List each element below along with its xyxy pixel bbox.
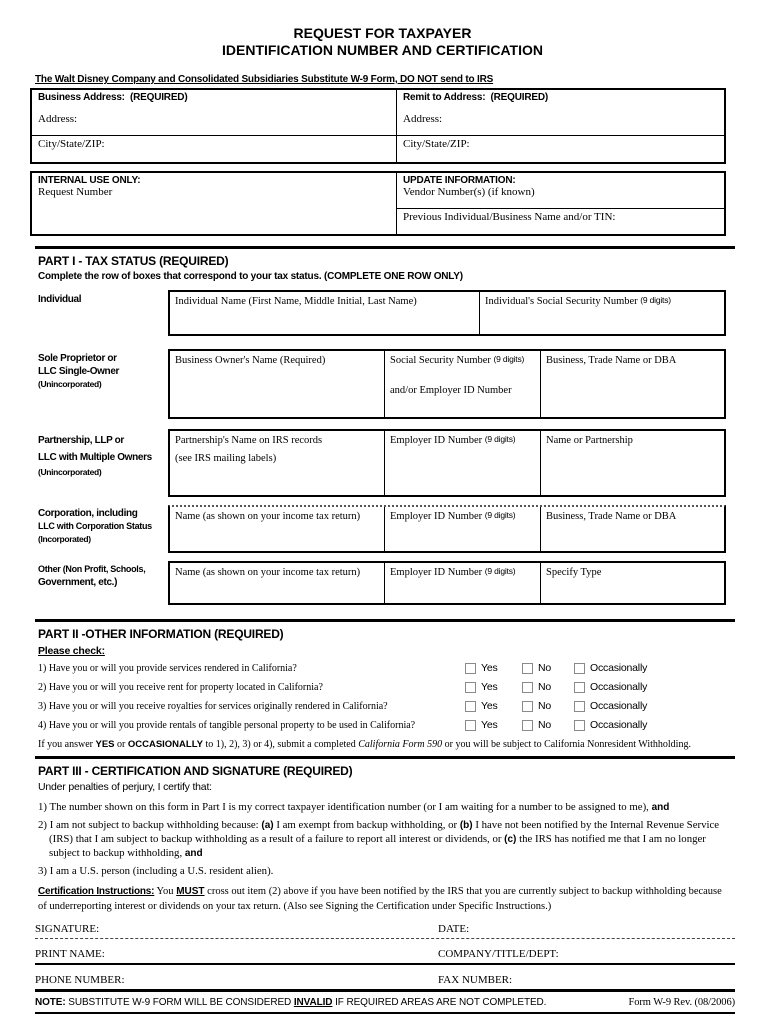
- fax-input-area[interactable]: [512, 974, 735, 986]
- occasionally-label: Occasionally: [590, 662, 648, 674]
- individual-label: Individual: [38, 294, 82, 305]
- signature-date-row: [35, 914, 735, 939]
- address-box: [30, 88, 726, 164]
- part1-subtitle: Complete the row of boxes that correspond to your tax status. (COMPLETE ONE ROW ONLY): [38, 271, 463, 282]
- question-2-text: 2) Have you or will you receive rent for property located in California?: [38, 681, 323, 693]
- ein-digits-note: (9 digits): [484, 566, 516, 576]
- q3-no-checkbox[interactable]: [522, 701, 533, 712]
- business-address-header: Business Address: (REQUIRED): [38, 92, 188, 103]
- question-row-4: [38, 717, 735, 733]
- question-3-text: 3) Have you or will you receive royalties for services originally rendered in California?: [38, 700, 388, 712]
- vendor-number-label: Vendor Number(s) (if known): [403, 186, 535, 198]
- certify-item-2: 2) I am not subject to backup withholding because: (a) I am exempt from backup withholding, or (b) I have not been notified by the Internal Revenue Service (IRS) that I am subject to backup withholding as a result of a failure to report all interest or dividends, or (c) the IRS has notified me that I am no longer subject to backup withholding, and: [38, 819, 720, 859]
- corporation-dba-cell[interactable]: Business, Trade Name or DBA: [546, 511, 677, 522]
- partnership-label: Partnership, LLP or LLC with Multiple Owners (Unincorporated): [38, 435, 152, 477]
- ssn-digits-note: (9 digits): [493, 354, 525, 364]
- individual-row: [30, 282, 735, 336]
- q3-yes-checkbox[interactable]: [465, 701, 476, 712]
- occasionally-label: Occasionally: [590, 700, 648, 712]
- part2-title: PART II -OTHER INFORMATION (REQUIRED): [38, 627, 284, 641]
- partnership-dba-cell[interactable]: Name or Partnership: [546, 435, 633, 446]
- partnership-row: [30, 419, 735, 497]
- q1-yes-checkbox[interactable]: [465, 663, 476, 674]
- yes-label: Yes: [481, 700, 498, 712]
- q2-occasionally-checkbox[interactable]: [574, 682, 585, 693]
- partnership-ein-cell[interactable]: Employer ID Number (9 digits): [385, 431, 541, 495]
- request-number-label: Request Number: [38, 186, 113, 198]
- form-title: [30, 25, 735, 59]
- company-input-area[interactable]: [559, 948, 735, 960]
- phone-number-label: PHONE NUMBER:: [35, 974, 125, 986]
- individual-name-cell[interactable]: Individual Name (First Name, Middle Initial, Last Name): [170, 292, 480, 334]
- update-information-section: [397, 173, 724, 234]
- individual-ssn-cell[interactable]: Individual's Social Security Number (9 digits): [485, 295, 671, 307]
- question-1-text: 1) Have you or will you provide services rendered in California?: [38, 662, 297, 674]
- form-revision: Form W-9 Rev. (08/2006): [628, 997, 735, 1008]
- q4-no-checkbox[interactable]: [522, 720, 533, 731]
- other-type-cell[interactable]: Specify Type: [546, 567, 602, 578]
- yes-label: Yes: [481, 662, 498, 674]
- yes-label: Yes: [481, 681, 498, 693]
- remit-address-field[interactable]: [397, 90, 724, 135]
- remit-address-header: Remit to Address: (REQUIRED): [403, 92, 548, 103]
- footer-note-row: [35, 997, 735, 1008]
- certification-instructions: Certification Instructions: You MUST cross out item (2) above if you have been notified by the IRS that you are currently subject to backup withholding because of underreporting interest or dividends on your tax return. (Also see Signing the Certification under Specific Instructions.): [38, 886, 722, 912]
- address-row-1: [32, 90, 724, 136]
- sole-dba-cell[interactable]: Business, Trade Name or DBA: [546, 355, 677, 366]
- california-form-590-ref: California Form 590: [358, 739, 443, 750]
- business-address-label: Address:: [38, 113, 78, 125]
- phone-input-area[interactable]: [125, 974, 438, 986]
- internal-use-header: INTERNAL USE ONLY:: [38, 175, 141, 186]
- q1-occasionally-checkbox[interactable]: [574, 663, 585, 674]
- internal-update-box: [30, 171, 726, 236]
- occasionally-label: Occasionally: [590, 681, 648, 693]
- vendor-number-field[interactable]: [397, 173, 724, 209]
- occasionally-label: Occasionally: [590, 719, 648, 731]
- yes-label: Yes: [481, 719, 498, 731]
- date-input-area[interactable]: [469, 923, 735, 935]
- business-city-field[interactable]: City/State/ZIP:: [32, 136, 397, 162]
- corporation-row: [30, 497, 735, 553]
- question-3-options: [465, 700, 661, 712]
- section-divider: [35, 246, 735, 249]
- certify-item-3: 3) I am a U.S. person (including a U.S. resident alien).: [38, 865, 274, 877]
- address-row-2: [32, 136, 724, 162]
- corporation-label: Corporation, including LLC with Corporation Status (Incorporated): [38, 508, 152, 544]
- sole-name-cell[interactable]: Business Owner's Name (Required): [170, 351, 385, 417]
- company-label: COMPANY/TITLE/DEPT:: [438, 948, 559, 960]
- other-name-cell[interactable]: Name (as shown on your income tax return): [170, 563, 385, 603]
- remit-address-label: Address:: [403, 113, 443, 125]
- please-check-label: Please check:: [38, 645, 105, 657]
- part3-title: PART III - CERTIFICATION AND SIGNATURE (REQUIRED): [38, 764, 353, 778]
- printname-company-row: [35, 939, 735, 965]
- other-label: Other (Non Profit, Schools, Government, etc.): [38, 564, 146, 588]
- signature-input-area[interactable]: [99, 923, 438, 935]
- partnership-name-cell[interactable]: Partnership's Name on IRS records (see IRS mailing labels): [170, 431, 385, 495]
- previous-name-field[interactable]: Previous Individual/Business Name and/or TIN:: [403, 211, 616, 223]
- no-label: No: [538, 662, 552, 674]
- print-name-input-area[interactable]: [105, 948, 438, 960]
- no-label: No: [538, 700, 552, 712]
- q4-yes-checkbox[interactable]: [465, 720, 476, 731]
- partnership-table: [168, 429, 726, 497]
- form-title-line1: REQUEST FOR TAXPAYER: [293, 25, 472, 41]
- certify-item-1: 1) The number shown on this form in Part I is my correct taxpayer identification number (or I am waiting for a number to be assigned to me), and: [38, 801, 670, 813]
- print-name-label: PRINT NAME:: [35, 948, 105, 960]
- question-row-2: [38, 679, 735, 695]
- q4-occasionally-checkbox[interactable]: [574, 720, 585, 731]
- update-information-header: UPDATE INFORMATION:: [403, 175, 516, 186]
- internal-use-field[interactable]: [32, 173, 397, 234]
- no-label: No: [538, 719, 552, 731]
- date-label: DATE:: [438, 923, 470, 935]
- sole-proprietor-row: [30, 336, 735, 419]
- perjury-intro: Under penalties of perjury, I certify that:: [38, 781, 212, 793]
- form-title-line2: IDENTIFICATION NUMBER AND CERTIFICATION: [222, 42, 543, 58]
- ein-digits-note: (9 digits): [484, 510, 516, 520]
- footer-note: NOTE: SUBSTITUTE W-9 FORM WILL BE CONSIDERED INVALID IF REQUIRED AREAS ARE NOT COMPLETED.: [35, 997, 547, 1008]
- corporation-table: [168, 505, 726, 553]
- individual-table: [168, 290, 726, 336]
- sole-proprietor-table: [168, 349, 726, 419]
- q1-no-checkbox[interactable]: [522, 663, 533, 674]
- question-4-options: [465, 719, 661, 731]
- part1-title: PART I - TAX STATUS (REQUIRED): [38, 254, 229, 268]
- q2-yes-checkbox[interactable]: [465, 682, 476, 693]
- other-row: [30, 553, 735, 605]
- corporation-name-cell[interactable]: Name (as shown on your income tax return): [170, 507, 385, 551]
- signature-label: SIGNATURE:: [35, 923, 100, 935]
- bottom-rule: [35, 1012, 735, 1014]
- sole-proprietor-label: Sole Proprietor or LLC Single-Owner (Unincorporated): [38, 353, 120, 389]
- section-divider: [35, 619, 735, 622]
- section-divider: [35, 756, 735, 759]
- other-table: [168, 561, 726, 605]
- other-ein-cell[interactable]: Employer ID Number (9 digits): [385, 563, 541, 603]
- question-4-text: 4) Have you or will you provide rentals of tangible personal property to be used in California?: [38, 719, 416, 731]
- business-address-field[interactable]: [32, 90, 397, 135]
- no-label: No: [538, 681, 552, 693]
- question-1-options: [465, 662, 661, 674]
- q3-occasionally-checkbox[interactable]: [574, 701, 585, 712]
- corporation-ein-cell[interactable]: Employer ID Number (9 digits): [385, 507, 541, 551]
- fax-number-label: FAX NUMBER:: [438, 974, 513, 986]
- remit-city-field[interactable]: City/State/ZIP:: [403, 138, 470, 150]
- question-row-3: [38, 698, 735, 714]
- q2-no-checkbox[interactable]: [522, 682, 533, 693]
- disney-subtitle: The Walt Disney Company and Consolidated Subsidiaries Substitute W-9 Form, DO NOT send to IRS: [35, 74, 494, 85]
- question-2-options: [465, 681, 661, 693]
- phone-fax-row: [35, 965, 735, 992]
- question-row-1: [38, 660, 735, 676]
- part2-footnote: If you answer YES or OCCASIONALLY to 1), 2), 3) or 4), submit a completed California Form 590 or you will be subject to California Nonresident Withholding.: [38, 739, 691, 750]
- sole-ssn-ein-cell[interactable]: Social Security Number (9 digits) and/or Employer ID Number: [385, 351, 541, 417]
- ssn-digits-note: (9 digits): [640, 295, 671, 305]
- ein-digits-note: (9 digits): [484, 434, 516, 444]
